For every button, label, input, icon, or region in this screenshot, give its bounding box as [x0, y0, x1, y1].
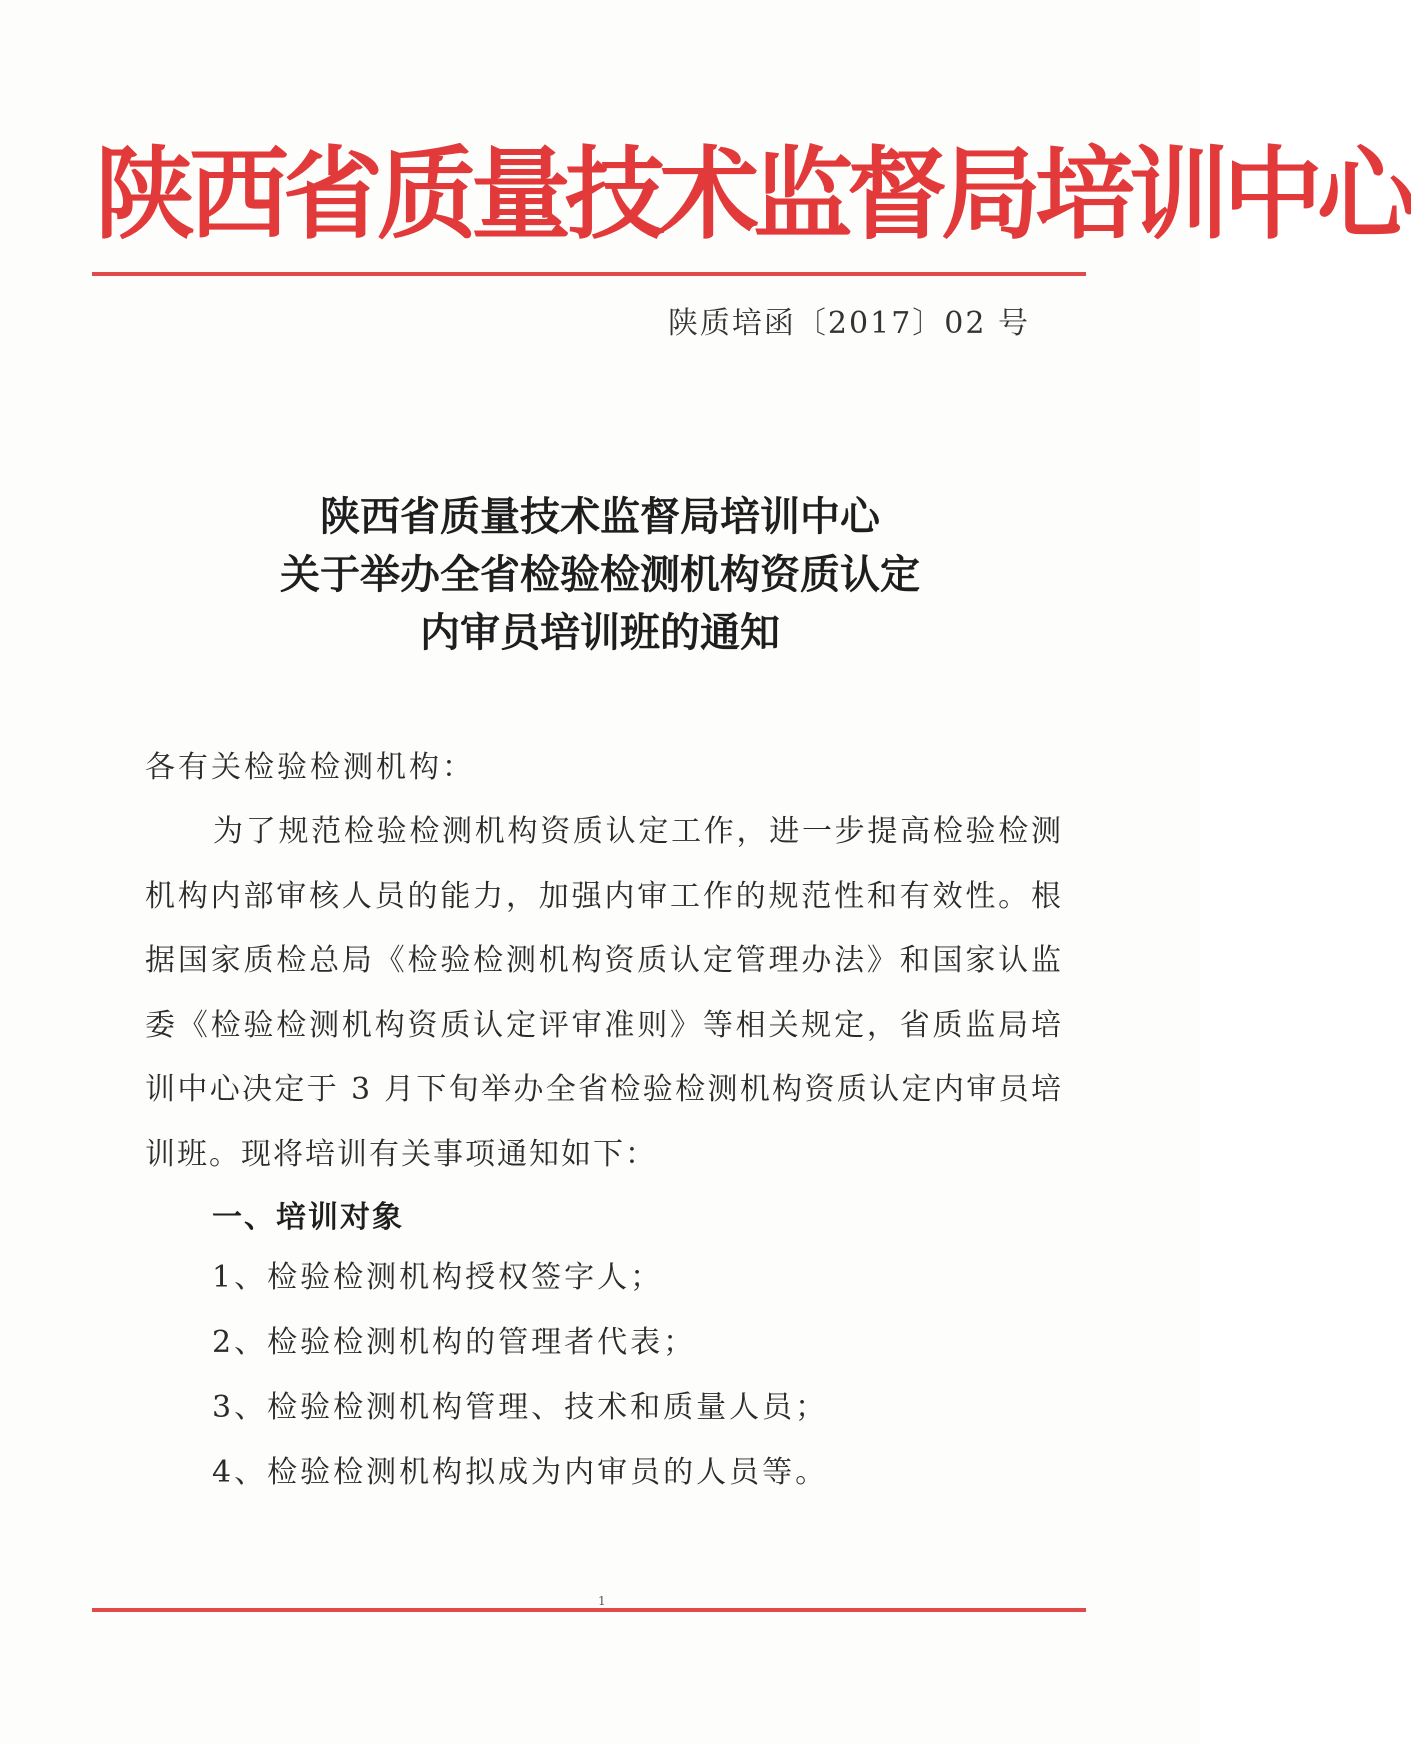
title-line-1: 陕西省质量技术监督局培训中心	[320, 494, 880, 540]
footer-divider	[92, 1608, 1086, 1612]
salutation: 各有关检验检测机构：	[145, 750, 475, 785]
document-title	[100, 488, 1100, 662]
section-heading-training-targets: 一、培训对象	[212, 1200, 404, 1235]
training-target-list	[212, 1252, 828, 1512]
list-item: 3、检验检测机构管理、技术和质量人员；	[212, 1390, 829, 1425]
document-number: 陕质培函〔2017〕02 号	[667, 306, 1030, 341]
title-line-2: 关于举办全省检验检测机构资质认定	[280, 552, 920, 598]
list-item: 4、检验检测机构拟成为内审员的人员等。	[212, 1455, 829, 1490]
body-paragraph: 为了规范检验检测机构资质认定工作，进一步提高检验检测机构内部审核人员的能力，加强内审工作的规范性和有效性。根据国家质检总局《检验检测机构资质认定管理办法》和国家认监委《检验检测机构资质认定评审准则》等相关规定，省质监局培训中心决定于 3 月下旬举办全省检验检测机构资质认定内审员培训班。现将培训有关事项通知如下：	[145, 814, 1063, 1172]
organization-letterhead: 陕西省质量技术监督局培训中心	[95, 136, 1411, 253]
list-item: 1、检验检测机构授权签字人；	[212, 1260, 664, 1295]
list-item: 2、检验检测机构的管理者代表；	[212, 1325, 697, 1360]
title-line-3: 内审员培训班的通知	[420, 610, 780, 656]
letterhead-divider	[92, 272, 1086, 276]
page-number: 1	[598, 1594, 606, 1608]
